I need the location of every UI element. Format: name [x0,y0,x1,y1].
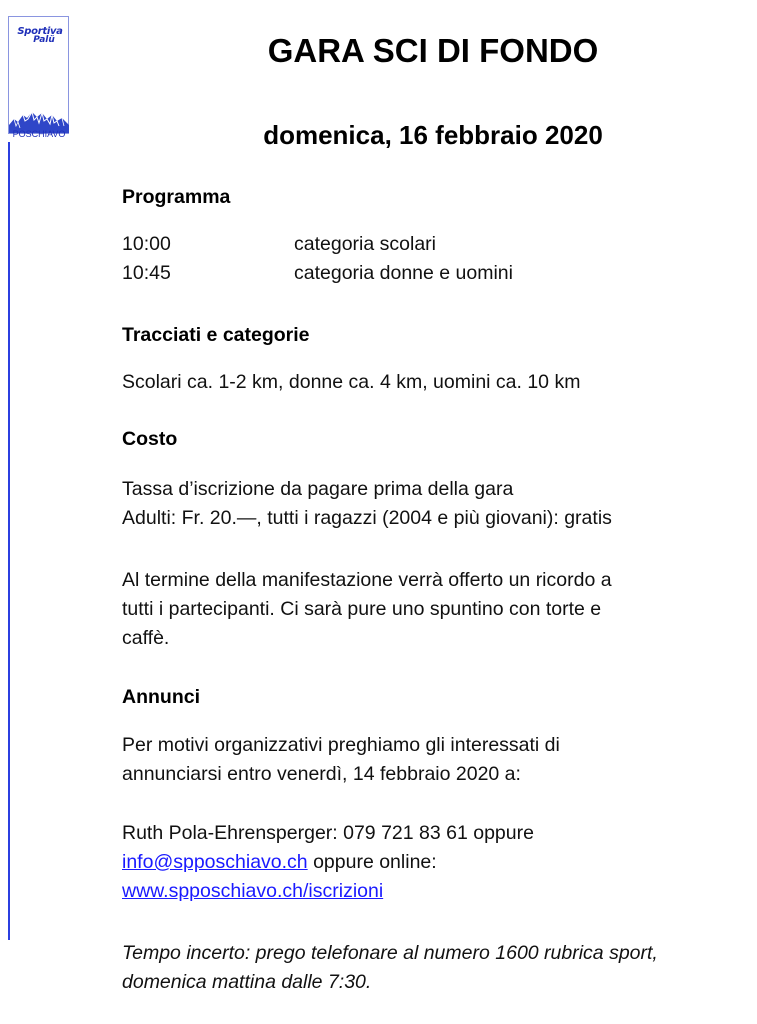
annunci-line-1: Per motivi organizzativi preghiamo gli interessati di [122,734,560,756]
left-border-rule [8,142,10,940]
section-heading-costo: Costo [122,428,178,450]
tracciati-text: Scolari ca. 1-2 km, donne ca. 4 km, uomini ca. 10 km [122,371,581,393]
weather-note-line-2: domenica mattina dalle 7:30. [122,971,372,993]
annunci-website-row [122,879,383,903]
annunci-contact: Ruth Pola-Ehrensperger: 079 721 83 61 oppure [122,822,534,844]
email-link[interactable]: info@spposchiavo.ch [122,851,308,873]
schedule-row [122,232,436,256]
costo-line-2: Adulti: Fr. 20.—, tutti i ragazzi (2004 e più giovani): gratis [122,507,612,529]
annunci-email-row [122,850,437,874]
schedule-label: categoria donne e uomini [294,262,513,284]
schedule-time: 10:45 [122,262,171,284]
costo-note-line-2: tutti i partecipanti. Ci sarà pure uno spuntino con torte e [122,598,602,620]
costo-note-line-3: caffè. [122,627,170,649]
website-link[interactable]: www.spposchiavo.ch/iscrizioni [122,880,384,902]
schedule-time: 10:00 [122,233,171,255]
page-title: GARA SCI DI FONDO [267,32,599,69]
event-date: domenica, 16 febbraio 2020 [263,120,603,150]
email-suffix: oppure online: [307,851,437,873]
schedule-row [122,261,513,285]
logo-name-line1: Sportiva [17,26,63,37]
section-heading-tracciati: Tracciati e categorie [122,324,310,346]
annunci-line-2: annunciarsi entro venerdì, 14 febbraio 2020 a: [122,763,521,785]
schedule-label: categoria scolari [294,233,436,255]
logo-name-line2: Palü [33,35,55,45]
costo-note-line-1: Al termine della manifestazione verrà offerto un ricordo a [122,569,612,591]
costo-line-1: Tassa d’iscrizione da pagare prima della gara [122,478,514,500]
logo-town-name: POSCHIAVO [12,129,66,139]
weather-note-line-1: Tempo incerto: prego telefonare al numero 1600 rubrica sport, [122,942,658,964]
section-heading-programma: Programma [122,186,231,208]
section-heading-annunci: Annunci [122,686,200,708]
